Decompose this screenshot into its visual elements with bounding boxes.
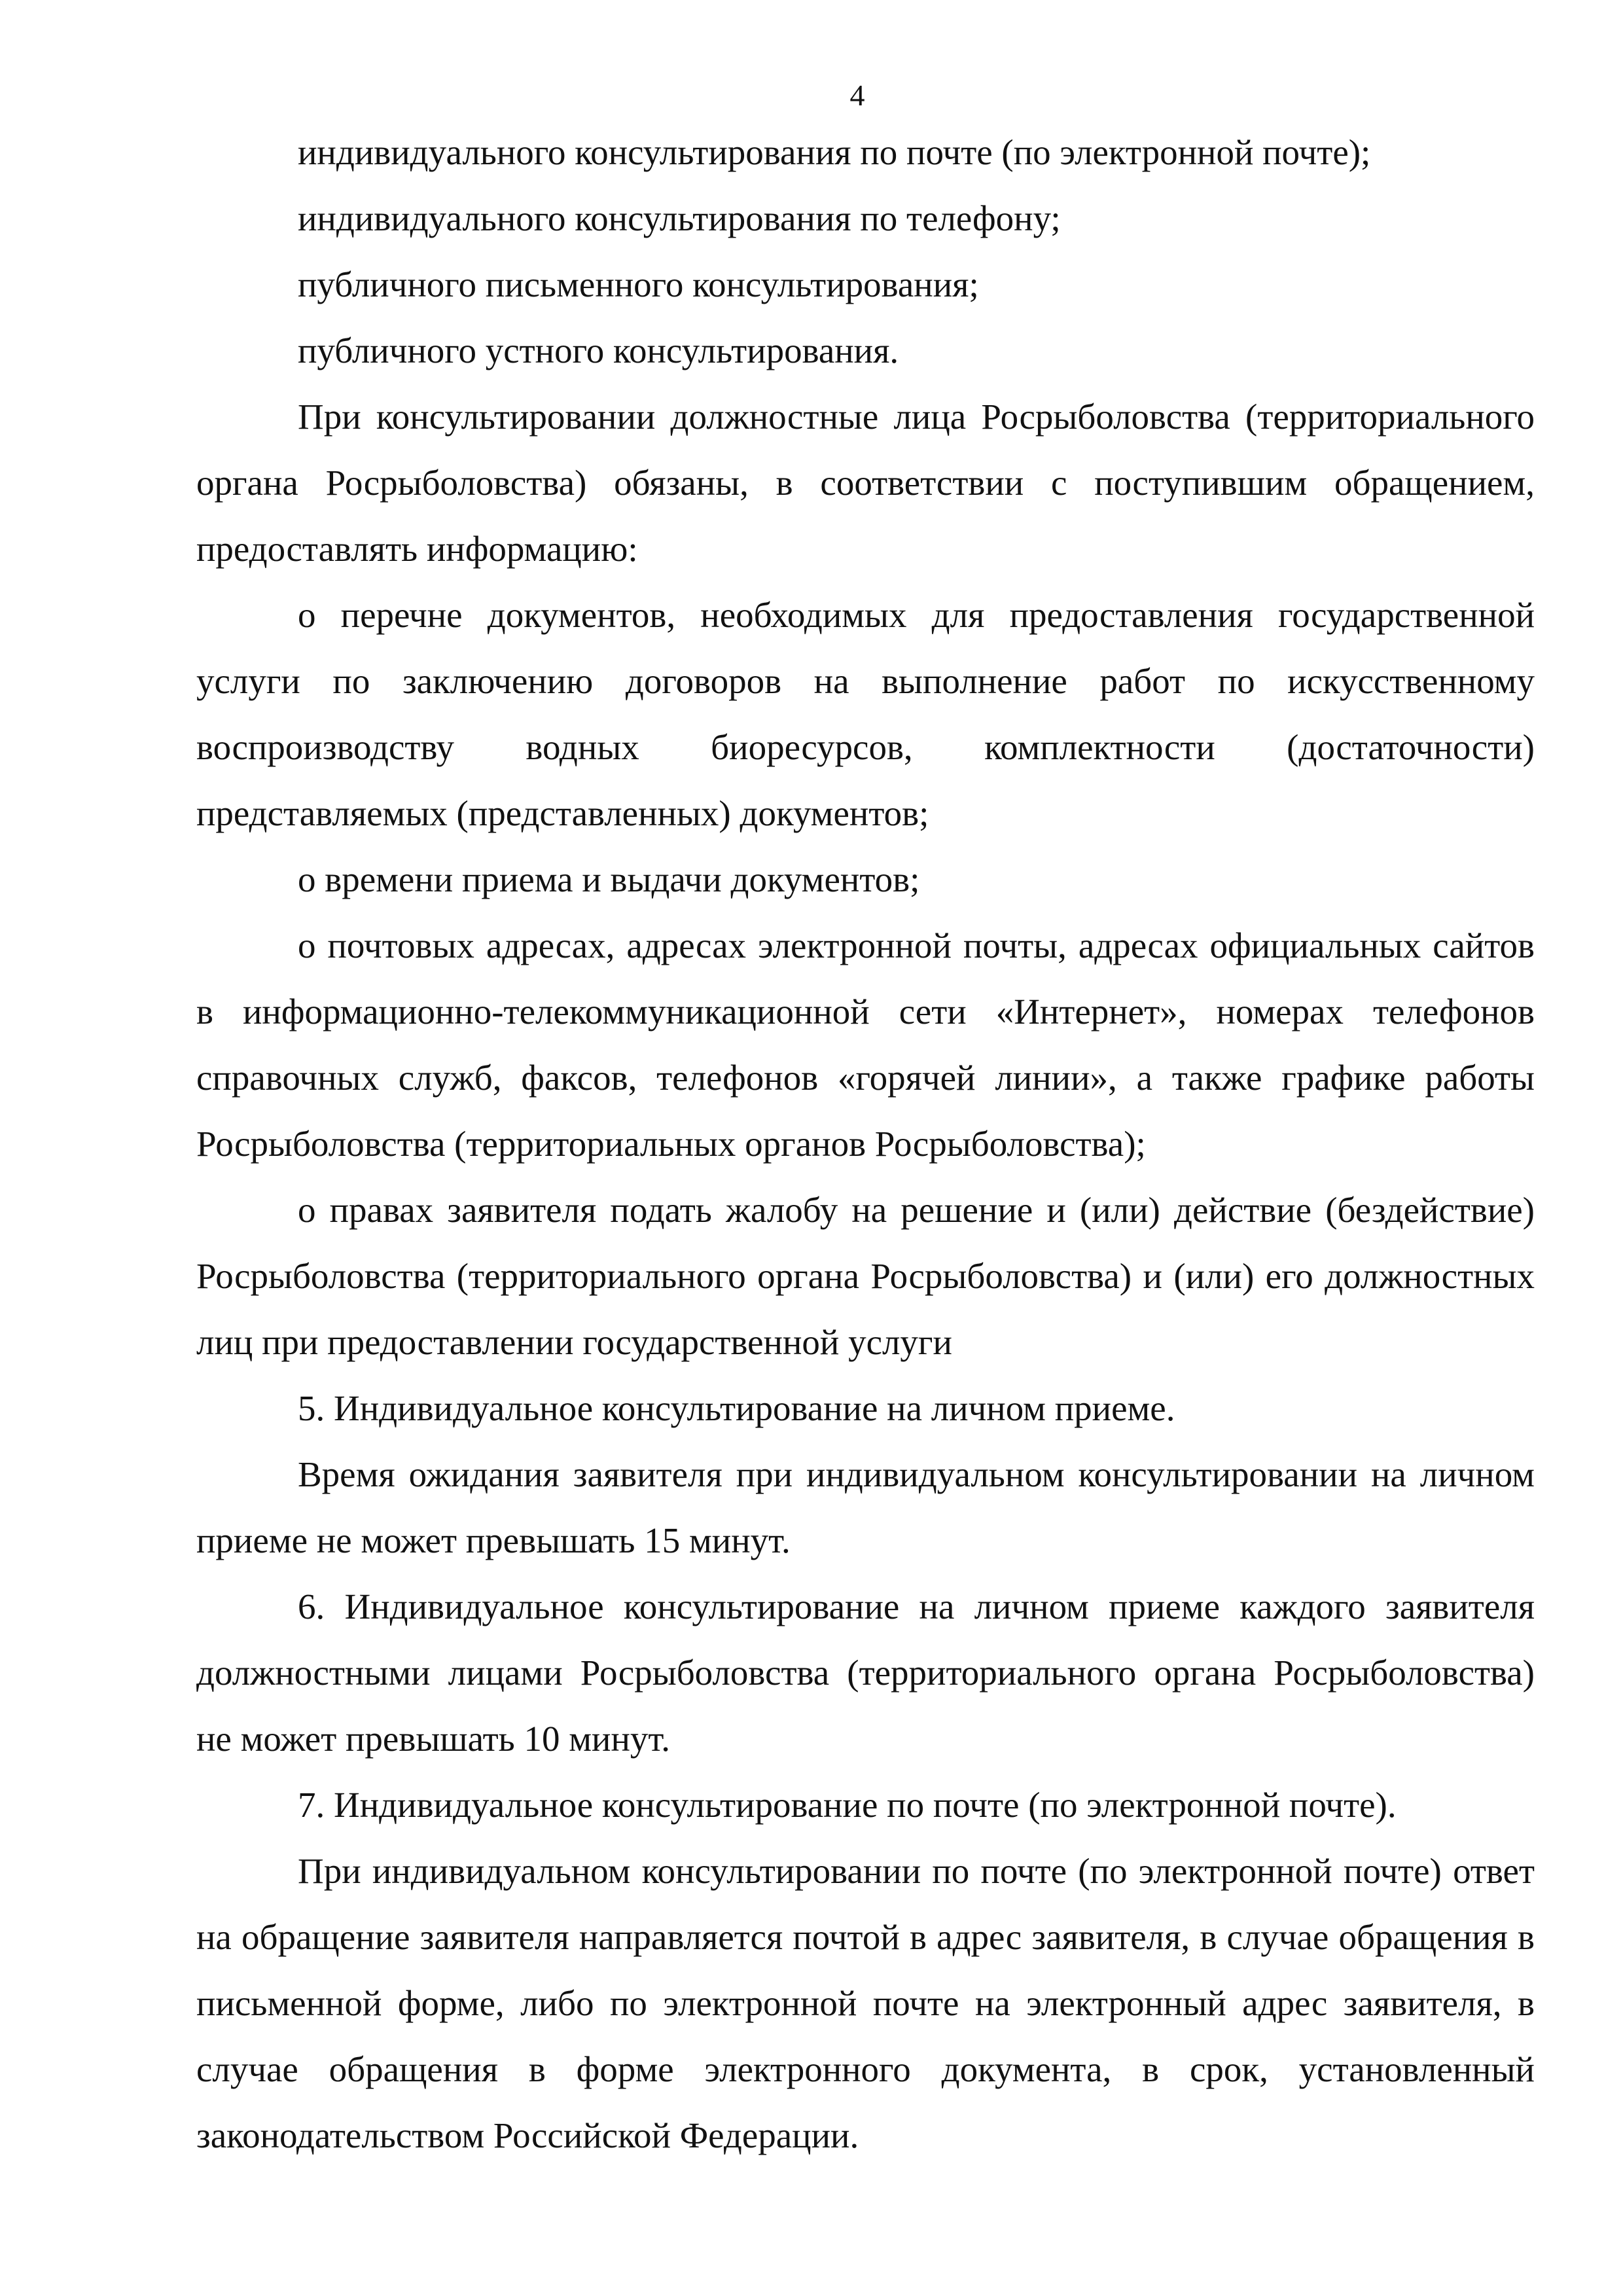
paragraph-consult-phone: индивидуального консультирования по телефону; <box>298 198 1061 238</box>
paragraph-addresses: о почтовых адресах, адресах электронной почты, адресах официальных сайтов в информационно-телекоммуникационной сети «Интернет», номерах телефонов справочных служб, факсов, телефонов «горячей линии», а также графике работы Росрыболовства (территориальных органов Росрыболовства); <box>196 925 1535 1164</box>
paragraph-documents-list: о перечне документов, необходимых для предоставления государственной услуги по заключению договоров на выполнение работ по искусственному воспроизводству водных биоресурсов, комплектности (достаточности) представляемых (представленных) документов; <box>196 595 1535 833</box>
paragraph-item-5: 5. Индивидуальное консультирование на личном приеме. <box>298 1388 1175 1428</box>
page-number: 4 <box>849 79 865 112</box>
paragraph-consult-email: индивидуального консультирования по почте (по электронной почте); <box>298 132 1371 172</box>
paragraph-waiting-time: Время ожидания заявителя при индивидуальном консультировании на личном приеме не может превышать 15 минут. <box>196 1454 1535 1560</box>
paragraph-reception-time: о времени приема и выдачи документов; <box>298 859 920 899</box>
paragraph-public-written: публичного письменного консультирования; <box>298 264 979 304</box>
paragraph-public-oral: публичного устного консультирования. <box>298 331 899 370</box>
paragraph-item-6: 6. Индивидуальное консультирование на личном приеме каждого заявителя должностными лицами Росрыболовства (территориального органа Росрыболовства) не может превышать 10 минут. <box>196 1587 1535 1759</box>
document-body <box>196 119 1535 2168</box>
paragraph-officials-obliged: При консультировании должностные лица Росрыболовства (территориального органа Росрыболовства) обязаны, в соответствии с поступившим обращением, предоставлять информацию: <box>196 397 1535 569</box>
paragraph-email-reply: При индивидуальном консультировании по почте (по электронной почте) ответ на обращение заявителя направляется почтой в адрес заявителя, в случае обращения в письменной форме, либо по электронной почте на электронный адрес заявителя, в случае обращения в форме электронного документа, в срок, установленный законодательством Российской Федерации. <box>196 1851 1535 2155</box>
paragraph-item-7: 7. Индивидуальное консультирование по почте (по электронной почте). <box>298 1785 1397 1825</box>
paragraph-complaint-rights: о правах заявителя подать жалобу на решение и (или) действие (бездействие) Росрыболовства (территориального органа Росрыболовства) и (или) его должностных лиц при предоставлении государственной услуги <box>196 1190 1535 1362</box>
